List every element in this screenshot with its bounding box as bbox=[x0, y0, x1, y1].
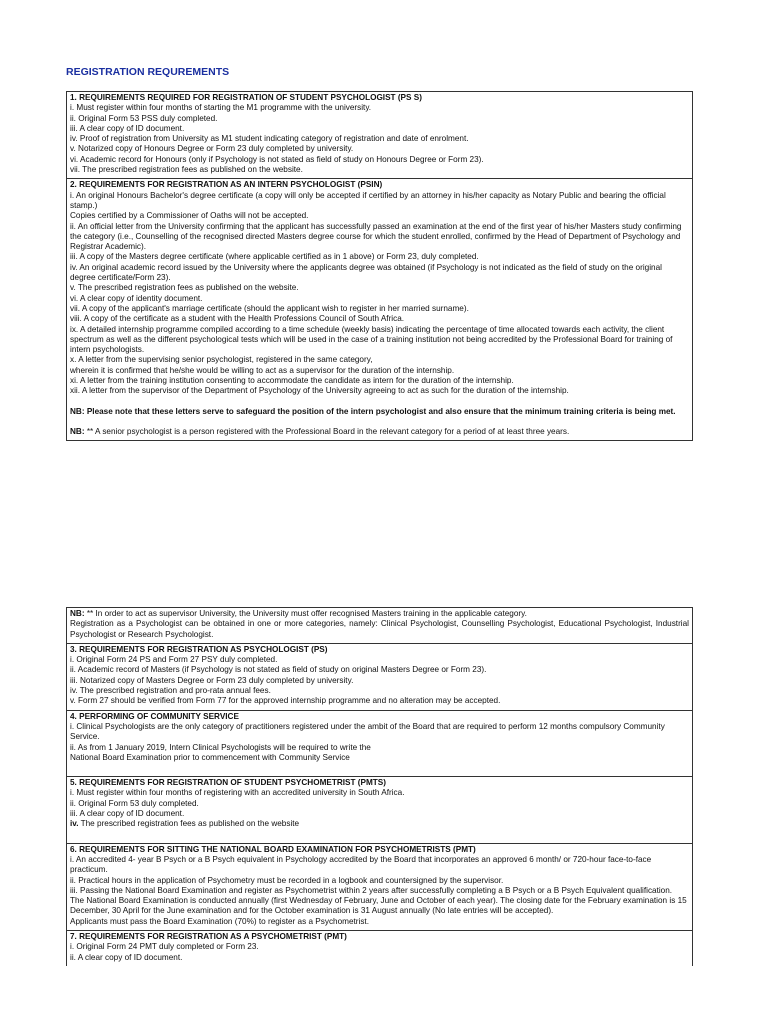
requirements-block-1 bbox=[66, 91, 693, 441]
list-item: wherein it is confirmed that he/she would be willing to act as a supervisor for the duration of the internship. bbox=[70, 365, 455, 375]
list-item: vii. The prescribed registration fees as published on the website. bbox=[70, 165, 303, 175]
list-item: ii. As from 1 January 2019, Intern Clinical Psychologists will be required to write the bbox=[70, 742, 371, 752]
item-number: iv. bbox=[70, 819, 79, 829]
list-item: i. An original Honours Bachelor's degree certificate (a copy will only be accepted if certified by an attorney in his/her capacity as Notary Public and bearing the official stamp.) bbox=[70, 190, 666, 210]
item-text: The prescribed registration fees as published on the website bbox=[78, 819, 300, 829]
section-heading: 4. PERFORMING OF COMMUNITY SERVICE bbox=[70, 711, 239, 721]
section-5 bbox=[67, 777, 692, 843]
list-item: ii. Practical hours in the application of Psychometry must be recorded in a logbook and countersigned by the supervisor. bbox=[70, 875, 504, 885]
list-item: vi. A clear copy of identity document. bbox=[70, 293, 203, 303]
list-item: i. Must register within four months of registering with an accredited university in South Africa. bbox=[70, 788, 405, 798]
list-item: vi. Academic record for Honours (only if Psychology is not stated as field of study on Honours Degree or Form 23). bbox=[70, 154, 484, 164]
list-item: ii. Academic record of Masters (if Psychology is not stated as field of study on original Masters Degree or Form 23). bbox=[70, 665, 487, 675]
list-item: iii. Notarized copy of Masters Degree or Form 23 duly completed by university. bbox=[70, 675, 354, 685]
list-item: iv. The prescribed registration and pro-rata annual fees. bbox=[70, 686, 271, 696]
nb-text: ** In order to act as supervisor University, the University must offer recognised Masters training in the applicable category. bbox=[84, 609, 527, 618]
list-item: iii. A copy of the Masters degree certificate (where applicable certified as in 1 above) or Form 23, duly completed. bbox=[70, 252, 479, 262]
list-item: ix. A detailed internship programme compiled according to a time schedule (weekly basis) indicating the percentage of time allocated towards each activity, the client spectrum as well as the different psychological tests which will be used in the case of a training institution not being accredited by the Professional Board for training of intern psychologists. bbox=[70, 324, 673, 355]
section-6 bbox=[67, 844, 692, 931]
list-item: The National Board Examination is conducted annually (first Wednesday of February, June and October of each year). The closing date for the February examination is 15 December, 30 April for the June examination and for the October examination is 31 August annually (No late entries will be accepted). bbox=[70, 896, 687, 916]
list-item: Copies certified by a Commissioner of Oaths will not be accepted. bbox=[70, 211, 309, 221]
nb-footnote bbox=[70, 427, 689, 437]
page-title: REGISTRATION REQUREMENTS bbox=[66, 66, 230, 78]
list-item: xii. A letter from the supervisor of the Department of Psychology of the University agreeing to act as such for the duration of the internship. bbox=[70, 386, 569, 396]
requirements-block-2 bbox=[66, 607, 693, 966]
list-item: i. Original Form 24 PS and Form 27 PSY duly completed. bbox=[70, 655, 278, 665]
list-item: v. The prescribed registration fees as published on the website. bbox=[70, 283, 299, 293]
list-item bbox=[70, 819, 689, 829]
list-item: ii. A clear copy of ID document. bbox=[70, 952, 183, 962]
list-item: iii. A clear copy of ID document. bbox=[70, 809, 185, 819]
nb-section bbox=[67, 608, 692, 644]
nb-label: NB: bbox=[70, 426, 85, 436]
list-item: ii. Original Form 53 duly completed. bbox=[70, 798, 199, 808]
list-item: i. Original Form 24 PMT duly completed or Form 23. bbox=[70, 942, 259, 952]
list-item: ii. Original Form 53 PSS duly completed. bbox=[70, 113, 218, 123]
list-item: v. Notarized copy of Honours Degree or Form 23 duly completed by university. bbox=[70, 144, 354, 154]
list-item: ii. An official letter from the University confirming that the applicant has successfully passed an examination at the end of the first year of his/her Masters study confirming the category (i.e., Counselling of the recognised directed Masters degree course for which the student enrolled, confirmed by the Head of Department of Psychology and Registrar Academic). bbox=[70, 221, 682, 252]
nb-text: ** A senior psychologist is a person registered with the Professional Board in the relevant category for a period of at least three years. bbox=[84, 426, 570, 436]
section-4 bbox=[67, 711, 692, 777]
section-2 bbox=[67, 179, 692, 441]
section-heading: 1. REQUIREMENTS REQUIRED FOR REGISTRATION OF STUDENT PSYCHOLOGIST (PS S) bbox=[70, 93, 422, 102]
section-heading: 2. REQUIREMENTS FOR REGISTRATION AS AN INTERN PSYCHOLOGIST (PSIN) bbox=[70, 180, 383, 190]
list-item: iv. Proof of registration from University as M1 student indicating category of registration and date of enrolment. bbox=[70, 134, 469, 144]
section-heading: 7. REQUIREMENTS FOR REGISTRATION AS A PSYCHOMETRIST (PMT) bbox=[70, 932, 347, 942]
nb-label: NB: bbox=[70, 609, 85, 618]
section-1 bbox=[67, 92, 692, 179]
nb-note: NB: Please note that these letters serve to safeguard the position of the intern psychologist and also ensure that the minimum training criteria is being met. bbox=[70, 406, 676, 416]
list-item: iii. A clear copy of ID document. bbox=[70, 123, 185, 133]
list-item: National Board Examination prior to commencement with Community Service bbox=[70, 752, 350, 762]
section-heading: 3. REQUIREMENTS FOR REGISTRATION AS PSYCHOLOGIST (PS) bbox=[70, 644, 328, 654]
section-7 bbox=[67, 931, 692, 966]
categories-note: Registration as a Psychologist can be obtained in one or more categories, namely: Clinical Psychologist, Counselling Psychologist, Educational Psychologist, Industrial Psychologist or Research Psychologist. bbox=[70, 619, 689, 639]
list-item: Applicants must pass the Board Examination (70%) to register as a Psychometrist. bbox=[70, 916, 369, 926]
list-item: iii. Passing the National Board Examination and register as Psychometrist within 2 years after successfully completing a B Psych or a B Psych Equivalent qualification. bbox=[70, 885, 673, 895]
section-heading: 5. REQUIREMENTS FOR REGISTRATION OF STUDENT PSYCHOMETRIST (PMTS) bbox=[70, 778, 386, 788]
list-item: xi. A letter from the training institution consenting to accommodate the candidate as intern for the duration of the internship. bbox=[70, 376, 514, 386]
list-item: i. Clinical Psychologists are the only category of practitioners registered under the ambit of the Board that are required to perform 12 months compulsory Community Service. bbox=[70, 721, 665, 742]
list-item: vii. A copy of the applicant's marriage certificate (should the applicant wish to register in her married surname). bbox=[70, 303, 469, 313]
section-3 bbox=[67, 644, 692, 711]
section-heading: 6. REQUIREMENTS FOR SITTING THE NATIONAL BOARD EXAMINATION FOR PSYCHOMETRISTS (PMT) bbox=[70, 844, 476, 854]
nb-supervisor-note bbox=[70, 609, 689, 619]
list-item: i. Must register within four months of starting the M1 programme with the university. bbox=[70, 103, 372, 113]
list-item: viii. A copy of the certificate as a student with the Health Professions Council of South Africa. bbox=[70, 314, 405, 324]
list-item: v. Form 27 should be verified from Form 77 for the approved internship programme and no alteration may be accepted. bbox=[70, 696, 501, 706]
list-item: x. A letter from the supervising senior psychologist, registered in the same category, bbox=[70, 355, 373, 365]
list-item: iv. An original academic record issued by the University where the applicants degree was obtained (if Psychology is not indicated as the field of study on the original degree certificate/Form 23). bbox=[70, 262, 662, 283]
list-item: i. An accredited 4- year B Psych or a B Psych equivalent in Psychology accredited by the Board that incorporates an approved 6 month/ or 720-hour face-to-face practicum. bbox=[70, 854, 652, 875]
